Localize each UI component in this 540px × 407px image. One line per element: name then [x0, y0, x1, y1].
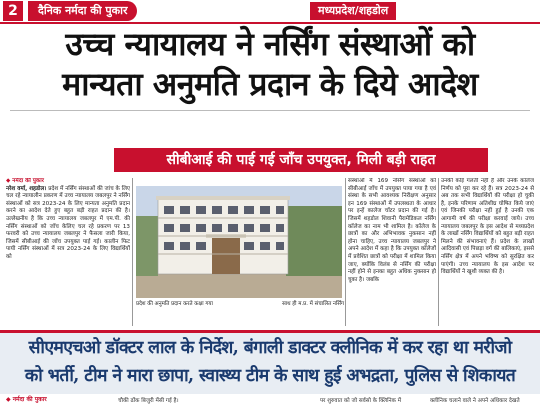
- building-illustration: [136, 186, 342, 298]
- bottom-headline-line-1: सीएमएचओ डॉक्टर लाल के निर्देश, बंगाली डाक्टर क्लीनिक में कर रहा था मरीजो: [28, 338, 512, 358]
- column-divider: [345, 178, 346, 326]
- column-divider: [438, 178, 439, 326]
- byline-text: नर्मदा की पुकार: [12, 178, 44, 184]
- photo-caption-left: प्रदेश की अनुमति प्रदान करते कक्षा गया: [136, 301, 213, 307]
- headline-rule: [10, 110, 530, 111]
- page-number: 2: [3, 1, 23, 21]
- byline: ◆ नर्मदा की पुकार: [6, 178, 44, 184]
- bottom-text-3: क्लीनिक चलाने वाले ने अपने अधिकार देखते: [430, 398, 520, 404]
- article-column-3: उनकी कोई गलती नहीं है और उनके कॉलेज निर्णय को पूरा कर रहे हैं। सत्र 2023-24 से अब तक सभी विद्यार्थियों की परीक्षा हो चुकी है, इनके परिणाम अतिशीघ्र घोषित किये जाएं एवं जिनकी परीक्षा नहीं हुई है उनकी एक आगामी वर्ष की परीक्षा करवाई जाये। उच्च न्यायालय जबलपुर के इस आदेश से मध्यप्रदेश के लाखों नर्सिंग विद्यार्थियों को बहुत बड़ी राहत मिलने की संभावनाएं हैं। प्रदेश के लाखों आदिवासी एवं पिछड़ा वर्ग की बालिकाएं, इससे नर्सिंग क्षेत्र में अपने भविष्य को सुरक्षित कर पाएंगी। उच्च न्यायालय के इस आदेश पर विद्यार्थियों ने खुशी व्यक्त की है।: [441, 178, 534, 276]
- bottom-byline: ◆ नर्मदा की पुकार: [6, 396, 47, 403]
- column-divider: [132, 178, 133, 326]
- article-column-1: [6, 178, 130, 326]
- headline-line-1: उच्च न्यायालय ने नर्सिंग संस्थाओं को: [65, 25, 475, 63]
- headline-line-2: मान्यता अनुमति प्रदान के दिये आदेश: [62, 65, 478, 103]
- bottom-byline-text: नर्मदा की पुकार: [12, 396, 47, 403]
- article-column-2: संस्थाओं में 169 नर्सिंग संस्थाओं को सीबीआई जाँच में उपयुक्त पाया गया है एवं संस्था के सभी आवश्यक निरीक्षण अनुसार इन 169 संस्थाओं में उपलब्धता के आधार पर इन्हें कालेज चॉटर प्रदान की गई है। जिसमें शहडोल शिवानी पैरामेडिकल नर्सिंग कॉलेज का नाम भी शामिल है। कॉलेज के छात्रों का और अभिभावक नुकसान नहीं होना चाहिए, उच्च न्यायालय जबलपुर ने अपने आदेश में कहा है कि उपयुक्त कॉलेजों में प्रवेशित छात्रों को परीक्षा में शामिल किया जाए, क्योंकि विलंब से नर्सिंग की परीक्षा नहीं होने से इनका बहुत अधिक नुकसान हो चुका है। जबकि: [348, 178, 436, 283]
- bottom-text-1: चौकी ढोंक बिजुरी मेंसी गई है।: [118, 398, 179, 404]
- bottom-text-2: पर शुरुवात को जो सर्वसो के क्लिनिक में: [320, 398, 402, 404]
- bottom-headline-line-2: को भर्ती, टीम ने मारा छापा, स्वास्थ्य टीम के साथ हुई अभद्रता, पुलिस से शिकायत: [24, 366, 516, 386]
- paper-name: दैनिक नर्मदा की पुकार: [28, 1, 137, 21]
- photo-caption-right: साथ ही म.प्र. में संचालित नर्सिंग: [282, 301, 344, 307]
- subheadline: सीबीआई की पाई गई जाँच उपयुक्त, मिली बड़ी राहत: [114, 148, 488, 172]
- building-photo: [136, 186, 342, 298]
- dateline: नरेश वर्मा, शहडोल।: [6, 185, 47, 192]
- column-1-text: प्रदेश में नर्सिंग संस्थाओं की जांच के लिए चल रहे न्यायालीन प्रकरण में उच्च न्यायालय जबलपुर ने नर्सिंग संस्थाओं को सत्र 2023-24 के लिए मान्यता अनुमति प्रदान करने का आदेश देते हुए बहुत बड़ी राहत प्रदान की है। उल्लेखनीय है कि उच्च न्यायालय जबलपुर में एम.पी. की नर्सिंग संस्थाओं को जाँच केलिए चल रहे प्रकरण पर 13 फरवरी को उच्च न्यायालय जबलपुर ने फैसला जारी किया, जिसमें सीबीआई की जाँच उपयुक्त पाई गई। कालीन फिट पायी नर्सिंग संस्थाओं में सत्र 2023-24 के लिए विद्यार्थियों को: [6, 185, 130, 260]
- section-label: मध्यप्रदेश/शहडोल: [310, 2, 396, 20]
